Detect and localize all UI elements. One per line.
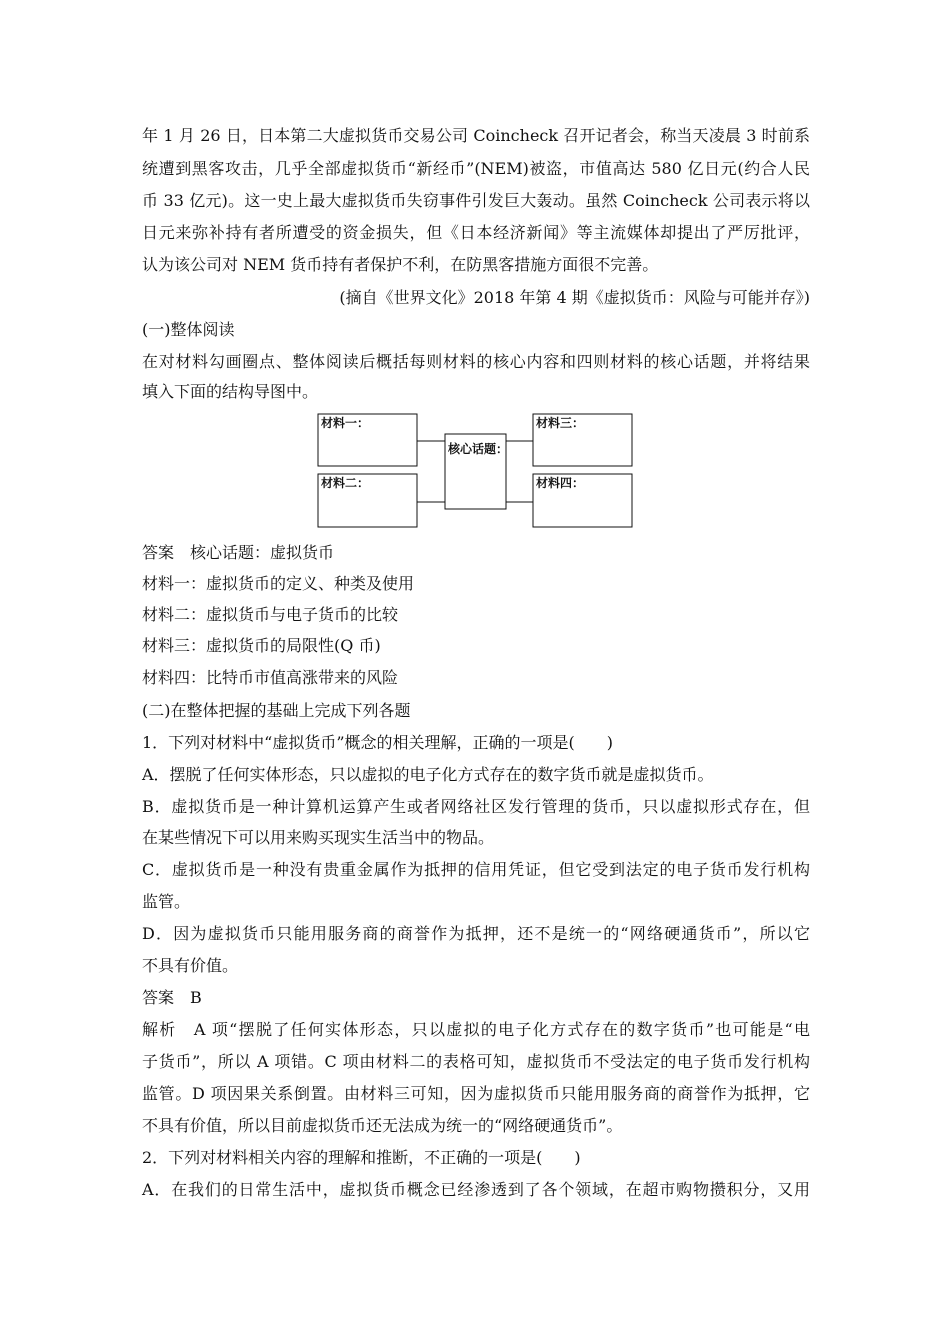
analysis-line: 监管。D 项因果关系倒置。由材料三可知，因为虚拟货币只能用服务商的商誉作为抵押，它: [142, 1084, 810, 1103]
instruction-line: 在对材料勾画圈点、整体阅读后概括每则材料的核心内容和四则材料的核心话题，并将结果: [142, 352, 810, 371]
analysis-line: 解析 A 项“摆脱了任何实体形态，只以虚拟的电子化方式存在的数字货币”也可能是“电: [142, 1020, 810, 1039]
answer-line: 材料一：虚拟货币的定义、种类及使用: [142, 574, 415, 593]
paragraph-line: 认为该公司对 NEM 货币持有者保护不利，在防黑客措施方面很不完善。: [142, 255, 659, 274]
paragraph-line: 统遭到黑客攻击，几乎全部虚拟货币“新经币”(NEM)被盗，市值高达 580 亿日元(约合人民: [142, 159, 810, 178]
option-b: B．虚拟货币是一种计算机运算产生或者网络社区发行管理的货币，只以虚拟形式存在，但: [142, 797, 810, 816]
answer-line: 答案 核心话题：虚拟货币: [142, 543, 335, 562]
source-citation: (摘自《世界文化》2018 年第 4 期《虚拟货币：风险与可能并存》): [339, 288, 810, 307]
instruction-line: 填入下面的结构导图中。: [142, 382, 319, 401]
option-d: 不具有价值。: [142, 956, 239, 975]
analysis-line: 不具有价值，所以目前虚拟货币还无法成为统一的“网络硬通货币”。: [142, 1116, 623, 1135]
option-a: A．在我们的日常生活中，虚拟货币概念已经渗透到了各个领域，在超市购物攒积分，又用: [142, 1180, 810, 1199]
answer-line: 材料四：比特币市值高涨带来的风险: [142, 668, 399, 687]
label-material-4: 材料四：: [536, 476, 585, 490]
label-core-topic: 核心话题：: [448, 442, 509, 456]
answer-line: 答案 B: [142, 988, 202, 1007]
question-stem: 2．下列对材料相关内容的理解和推断，不正确的一项是( ): [142, 1148, 581, 1167]
label-material-1: 材料一：: [321, 416, 370, 430]
option-c: C．虚拟货币是一种没有贵重金属作为抵押的信用凭证，但它受到法定的电子货币发行机构: [142, 860, 810, 879]
question-stem: 1．下列对材料中“虚拟货币”概念的相关理解，正确的一项是( ): [142, 733, 614, 752]
option-d: D．因为虚拟货币只能用服务商的商誉作为抵押，还不是统一的“网络硬通货币”，所以它: [142, 924, 810, 943]
paragraph-line: 年 1 月 26 日，日本第二大虚拟货币交易公司 Coincheck 召开记者会，称当天凌晨 3 时前系: [142, 126, 810, 145]
label-material-3: 材料三：: [536, 416, 585, 430]
option-c: 监管。: [142, 892, 191, 911]
structure-diagram: [317, 410, 637, 532]
section-heading: (二)在整体把握的基础上完成下列各题: [142, 701, 411, 720]
option-b: 在某些情况下可以用来购买现实生活当中的物品。: [142, 828, 495, 847]
analysis-line: 子货币”，所以 A 项错。C 项由材料二的表格可知，虚拟货币不受法定的电子货币发行机构: [142, 1052, 810, 1071]
answer-line: 材料二：虚拟货币与电子货币的比较: [142, 605, 399, 624]
answer-line: 材料三：虚拟货币的局限性(Q 币): [142, 636, 381, 655]
label-material-2: 材料二：: [321, 476, 370, 490]
paragraph-line: 日元来弥补持有者所遭受的资金损失，但《日本经济新闻》等主流媒体却提出了严厉批评，: [142, 223, 810, 242]
paragraph-line: 币 33 亿元)。这一史上最大虚拟货币失窃事件引发巨大轰动。虽然 Coincheck 公司表示将以: [142, 191, 810, 210]
option-a: A．摆脱了任何实体形态，只以虚拟的电子化方式存在的数字货币就是虚拟货币。: [142, 765, 714, 784]
section-heading: (一)整体阅读: [142, 320, 235, 339]
